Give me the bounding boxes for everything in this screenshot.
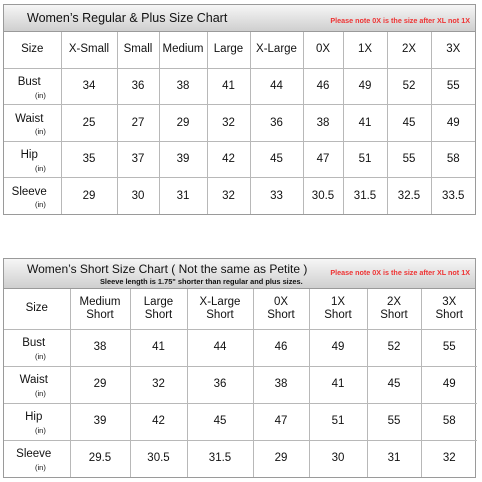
unit-label: (in) — [35, 462, 46, 472]
row-label: Waist (in) — [4, 105, 61, 142]
row-label: Sleeve (in) — [4, 178, 61, 215]
table-row — [4, 366, 477, 403]
column-header: 1X Short — [309, 289, 367, 329]
table-cell: 47 — [303, 141, 343, 178]
short-size-table — [4, 289, 477, 477]
table-cell: 39 — [159, 141, 207, 178]
table-cell: 52 — [387, 68, 431, 105]
column-header: X-Large Short — [187, 289, 253, 329]
column-header: Size — [4, 32, 61, 68]
table-row — [4, 178, 475, 215]
table-cell: 29 — [61, 178, 117, 215]
short-chart-title: Women’s Short Size Chart ( Not the same as Petite ) — [27, 262, 308, 276]
unit-label: (in) — [35, 90, 46, 100]
table-row — [4, 68, 475, 105]
table-cell: 55 — [421, 329, 477, 366]
table-cell: 36 — [117, 68, 159, 105]
unit-label: (in) — [35, 200, 46, 210]
table-cell: 45 — [367, 366, 421, 403]
column-header: 2X — [387, 32, 431, 68]
table-cell: 51 — [343, 141, 387, 178]
table-cell: 41 — [343, 105, 387, 142]
table-cell: 51 — [309, 403, 367, 440]
table-cell: 36 — [187, 366, 253, 403]
table-cell: 30.5 — [130, 440, 187, 477]
column-header: 3X Short — [421, 289, 477, 329]
row-label: Waist (in) — [4, 366, 70, 403]
table-cell: 29 — [253, 440, 309, 477]
table-cell: 39 — [70, 403, 130, 440]
table-cell: 30 — [309, 440, 367, 477]
row-label: Bust (in) — [4, 329, 70, 366]
table-row — [4, 105, 475, 142]
table-cell: 46 — [253, 329, 309, 366]
table-cell: 29.5 — [70, 440, 130, 477]
table-cell: 37 — [117, 141, 159, 178]
column-header: Size — [4, 289, 70, 329]
regular-size-chart — [3, 4, 476, 215]
regular-header-row — [4, 32, 475, 68]
column-header: 0X Short — [253, 289, 309, 329]
table-cell: 30.5 — [303, 178, 343, 215]
table-cell: 46 — [303, 68, 343, 105]
table-cell: 27 — [117, 105, 159, 142]
table-cell: 33.5 — [431, 178, 475, 215]
table-row — [4, 141, 475, 178]
table-cell: 47 — [253, 403, 309, 440]
table-cell: 41 — [130, 329, 187, 366]
regular-chart-title: Women’s Regular & Plus Size Chart — [27, 11, 228, 25]
table-cell: 49 — [343, 68, 387, 105]
table-cell: 30 — [117, 178, 159, 215]
table-row — [4, 440, 477, 477]
table-cell: 31.5 — [343, 178, 387, 215]
short-chart-note: Please note 0X is the size after XL not 1X — [330, 268, 470, 277]
table-cell: 35 — [61, 141, 117, 178]
table-cell: 42 — [130, 403, 187, 440]
table-cell: 44 — [250, 68, 303, 105]
regular-chart-header — [4, 5, 475, 32]
table-cell: 33 — [250, 178, 303, 215]
unit-label: (in) — [35, 351, 46, 361]
column-header: Large — [207, 32, 250, 68]
table-cell: 41 — [207, 68, 250, 105]
column-header: X-Large — [250, 32, 303, 68]
table-cell: 49 — [309, 329, 367, 366]
table-cell: 44 — [187, 329, 253, 366]
short-chart-header — [4, 259, 475, 289]
table-cell: 38 — [303, 105, 343, 142]
table-cell: 34 — [61, 68, 117, 105]
table-cell: 32 — [207, 178, 250, 215]
column-header: X-Small — [61, 32, 117, 68]
regular-chart-note: Please note 0X is the size after XL not 1X — [330, 16, 470, 25]
row-label: Sleeve (in) — [4, 440, 70, 477]
column-header: Large Short — [130, 289, 187, 329]
column-header: 1X — [343, 32, 387, 68]
table-row — [4, 329, 477, 366]
table-cell: 38 — [159, 68, 207, 105]
table-cell: 52 — [367, 329, 421, 366]
column-header: 0X — [303, 32, 343, 68]
table-cell: 32 — [421, 440, 477, 477]
table-cell: 31 — [367, 440, 421, 477]
column-header: Medium Short — [70, 289, 130, 329]
table-cell: 36 — [250, 105, 303, 142]
row-label: Bust (in) — [4, 68, 61, 105]
table-cell: 55 — [387, 141, 431, 178]
table-cell: 29 — [159, 105, 207, 142]
unit-label: (in) — [35, 127, 46, 137]
table-cell: 42 — [207, 141, 250, 178]
unit-label: (in) — [35, 163, 46, 173]
table-cell: 45 — [187, 403, 253, 440]
table-cell: 32 — [130, 366, 187, 403]
table-cell: 45 — [250, 141, 303, 178]
short-header-row — [4, 289, 477, 329]
table-cell: 32.5 — [387, 178, 431, 215]
table-cell: 29 — [70, 366, 130, 403]
column-header: 3X — [431, 32, 475, 68]
column-header: Small — [117, 32, 159, 68]
table-cell: 55 — [431, 68, 475, 105]
row-label: Hip (in) — [4, 403, 70, 440]
table-cell: 58 — [421, 403, 477, 440]
column-header: Medium — [159, 32, 207, 68]
table-cell: 38 — [253, 366, 309, 403]
row-label: Hip (in) — [4, 141, 61, 178]
short-size-chart — [3, 258, 476, 478]
unit-label: (in) — [35, 425, 46, 435]
table-cell: 49 — [421, 366, 477, 403]
table-cell: 31 — [159, 178, 207, 215]
table-cell: 45 — [387, 105, 431, 142]
table-cell: 38 — [70, 329, 130, 366]
table-cell: 58 — [431, 141, 475, 178]
short-chart-subtitle: Sleeve length is 1.75" shorter than regular and plus sizes. — [100, 277, 303, 286]
table-cell: 25 — [61, 105, 117, 142]
table-cell: 41 — [309, 366, 367, 403]
table-cell: 55 — [367, 403, 421, 440]
unit-label: (in) — [35, 388, 46, 398]
table-cell: 31.5 — [187, 440, 253, 477]
regular-size-table — [4, 32, 475, 214]
table-cell: 49 — [431, 105, 475, 142]
table-cell: 32 — [207, 105, 250, 142]
column-header: 2X Short — [367, 289, 421, 329]
table-row — [4, 403, 477, 440]
